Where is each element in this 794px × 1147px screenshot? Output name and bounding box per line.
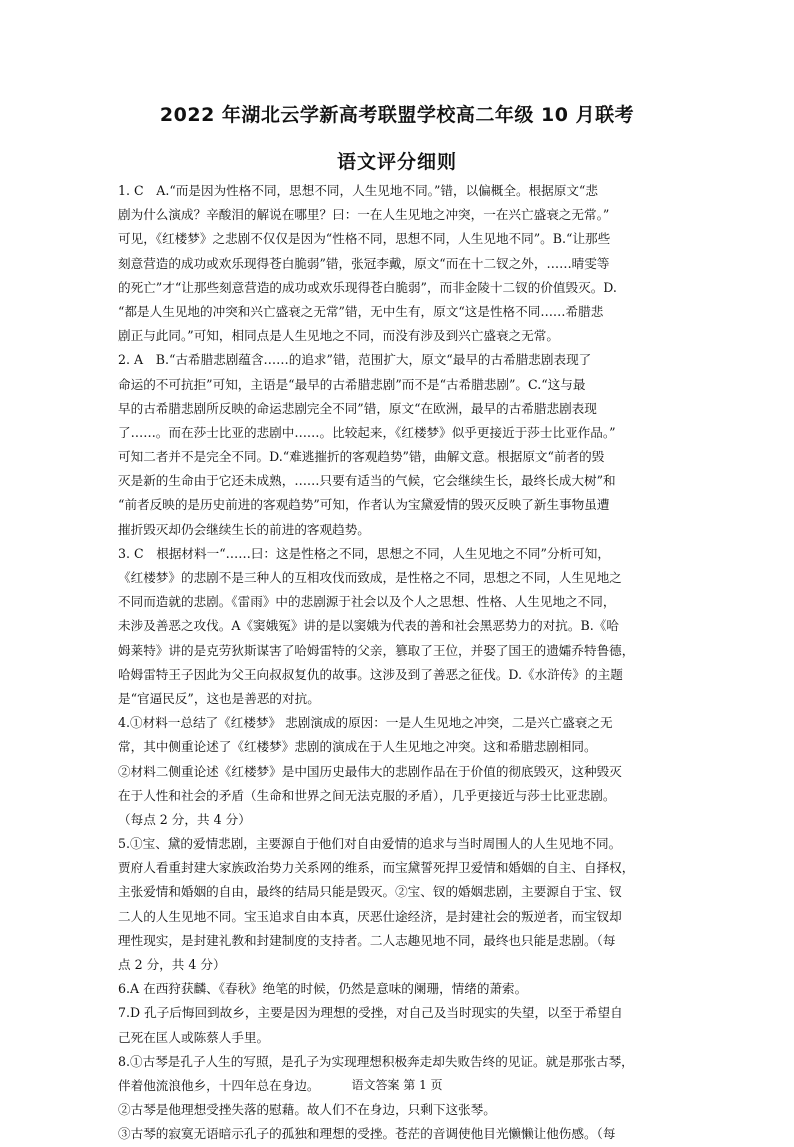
text-line: 剧正与此同。”可知，相同点是人生见地之不同，而没有涉及到兴亡盛衰之无常。 — [118, 328, 559, 344]
text-line: “都是人生见地的冲突和兴亡盛衰之无常”错，无中生有，原文“这是性格不同……希腊悲 — [118, 303, 604, 319]
text-line: 2. A B.“古希腊悲剧蕴含……的追求”错，范围扩大，原文“最早的古希腊悲剧表现了 — [118, 352, 592, 368]
text-line: 早的古希腊悲剧所反映的命运悲剧完全不同”错，原文“在欧洲，最早的古希腊悲剧表现 — [118, 400, 597, 416]
text-line: “前者反映的是历史前进的客观趋势”可知，作者认为宝黛爱情的毁灭反映了新生事物虽遭 — [118, 497, 610, 513]
text-line: 刻意营造的成功或欢乐现得苍白脆弱”错，张冠李戴，原文“而在十二钗之外，……晴雯等 — [118, 255, 610, 271]
text-line: 4.①材料一总结了《红楼梦》 悲剧演成的原因：一是人生见地之冲突，二是兴亡盛衰之无 — [118, 715, 613, 731]
text-line: ②古琴是他理想受挫失落的慰藉。故人们不在身边，只剩下这张琴。 — [118, 1102, 496, 1118]
text-line: 3. C 根据材料一“……曰：这是性格之不同，思想之不同，人生见地之不同”分析可知， — [118, 545, 610, 561]
text-line: 点 2 分，共 4 分） — [118, 957, 226, 972]
text-line: 贾府人看重封建大家族政治势力关系网的维系，而宝黛誓死捍卫爱情和婚姻的自主、自择权， — [118, 860, 635, 876]
text-line: 可见，《红楼梦》之悲剧不仅仅是因为“性格不同，思想不同，人生见地不同”。B.“让那些 — [118, 231, 611, 247]
text-line: 是“官逼民反”，这也是善恶的对抗。 — [118, 690, 320, 706]
text-line: 己死在匡人或陈蔡人手里。 — [118, 1029, 270, 1045]
text-line: 了……。而在莎士比亚的悲剧中……。比较起来，《红楼梦》似乎更接近于莎士比亚作品。” — [118, 424, 616, 440]
text-line: （每点 2 分，共 4 分） — [118, 811, 251, 827]
text-line: 剧为什么演成？辛酸泪的解说在哪里？曰：一在人生见地之冲突，一在兴亡盛衰之无常。” — [118, 207, 610, 223]
text-line: 理性现实，是封建礼教和封建制度的支持者。二人志趣见地不同，最终也只能是悲剧。（每 — [118, 932, 616, 948]
text-line: 8.①古琴是孔子人生的写照，是孔子为实现理想积极奔走却失败告终的见证。就是那张古琴， — [118, 1053, 634, 1069]
text-line: 姆莱特》讲的是克劳狄斯谋害了哈姆雷特的父亲，篡取了王位，并娶了国王的遗孀乔特鲁德， — [118, 642, 635, 658]
page-footer: 语文答案 第 1 页 — [351, 1078, 443, 1092]
page-title: 2022 年湖北云学新高考联盟学校高二年级 10 月联考 — [159, 104, 635, 126]
text-line: 命运的不可抗拒”可知，主语是“最早的古希腊悲剧”而不是“古希腊悲剧”。C.“这与最 — [118, 376, 586, 392]
text-line: 摧折毁灭却仍会继续生长的前进的客观趋势。 — [118, 521, 370, 537]
page-subtitle: 语文评分细则 — [336, 151, 457, 173]
text-line: 7.D 孔子后悔回到故乡，主要是因为理想的受挫，对自己及当时现实的失望，以至于希望自 — [118, 1005, 623, 1021]
text-line: 可知二者并不是完全不同。D.“难逃摧折的客观趋势”错，曲解文意。根据原文“前者的毁 — [118, 449, 605, 465]
text-line: ③古琴的寂寞无语暗示孔子的孤独和理想的受挫。苍茫的音调使他目光懒懒让他伤感。（每 — [118, 1126, 616, 1142]
text-line: 主张爱情和婚姻的自由，最终的结局只能是毁灭。②宝、钗的婚姻悲剧，主要源自于宝、钗 — [118, 884, 622, 900]
text-line: 《红楼梦》的悲剧不是三种人的互相攻伐而致成，是性格之不同，思想之不同，人生见地之 — [118, 570, 622, 585]
text-line: 灭是新的生命由于它还未成熟，……只要有适当的气候，它会继续生长，最终长成大树”和 — [118, 473, 616, 489]
text-line: 二人的人生见地不同。宝玉追求自由本真，厌恶仕途经济，是封建社会的叛逆者，而宝钗却 — [118, 908, 622, 924]
text-line: 6.A 在西狩获麟、《春秋》绝笔的时候，仍然是意味的阑珊，情绪的萧索。 — [118, 981, 528, 997]
text-line: ②材料二侧重论述《红楼梦》是中国历史最伟大的悲剧作品在于价值的彻底毁灭，这种毁灭 — [118, 763, 622, 779]
text-line: 的死亡”才“让那些刻意营造的成功或欢乐现得苍白脆弱”，而非金陵十二钗的价值毁灭。D. — [118, 279, 617, 295]
text-line: 常，其中侧重论述了《红楼梦》悲剧的演成在于人生见地之冲突。这和希腊悲剧相同。 — [118, 739, 597, 755]
text-line: 伴着他流浪他乡，十四年总在身边。 — [118, 1077, 320, 1093]
text-line: 未涉及善恶之攻伐。A《窦娥冤》讲的是以窦娥为代表的善和社会黑恶势力的对抗。B.《哈 — [118, 618, 619, 634]
text-line: 5.①宝、黛的爱情悲剧，主要源自于他们对自由爱情的追求与当时周围人的人生见地不同。 — [118, 836, 622, 852]
text-line: 哈姆雷特王子因此为父王向叔叔复仇的故事。这涉及到了善恶之征伐。D.《水浒传》的主题 — [118, 666, 623, 682]
answer-body — [118, 179, 680, 1147]
text-line: 在于人性和社会的矛盾（生命和世界之间无法克服的矛盾），几乎更接近与莎士比亚悲剧。 — [118, 787, 616, 803]
text-line: 1. C A.“而是因为性格不同，思想不同，人生见地不同。”错，以偏概全。根据原文“悲 — [118, 183, 598, 198]
text-line: 不同而造就的悲剧。《雷雨》中的悲剧源于社会以及个人之思想、性格、人生见地之不同， — [118, 594, 616, 610]
